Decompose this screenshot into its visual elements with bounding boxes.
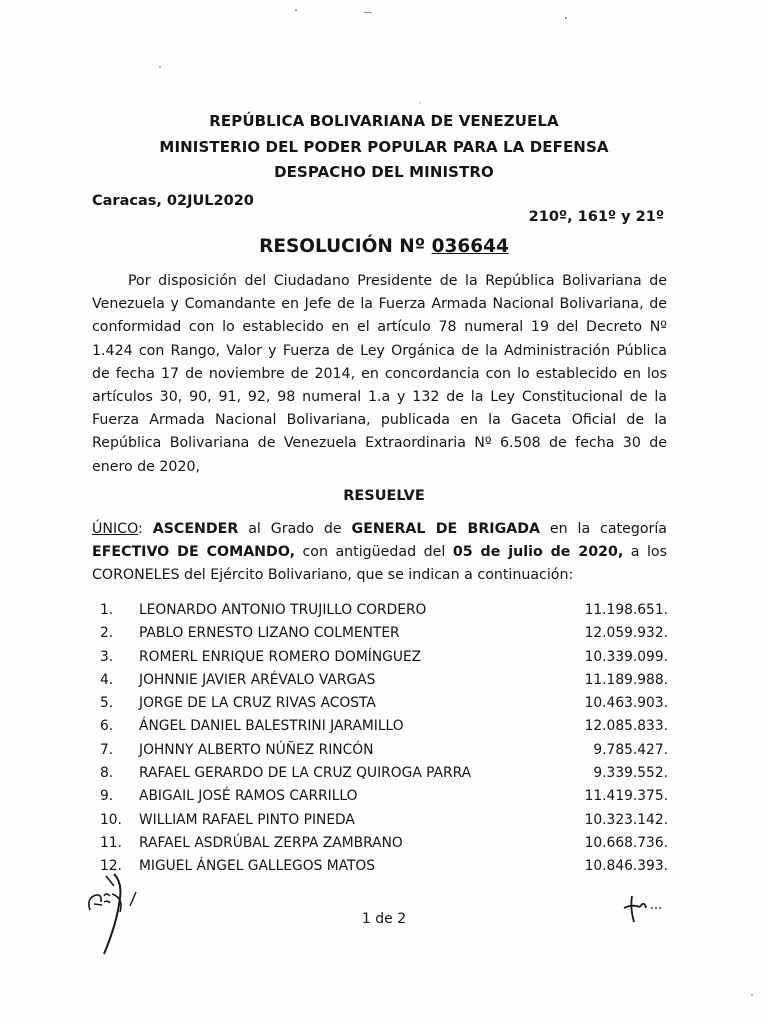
unico-colon: : (138, 521, 143, 537)
list-item (92, 715, 670, 738)
officer-name: PABLO ERNESTO LIZANO COLMENTER (139, 625, 400, 642)
list-item (92, 832, 670, 855)
list-item (92, 622, 670, 645)
unico-text-1: al Grado de (248, 521, 342, 537)
officer-list (92, 599, 670, 879)
officer-id: 10.339.099. (584, 648, 668, 665)
officer-id: 10.323.142. (584, 811, 668, 828)
ascender-word: ASCENDER (152, 521, 239, 537)
item-number: 8. (100, 765, 114, 782)
fecha-text: 05 de julio de 2020, (452, 544, 624, 561)
officer-id: 11.189.988. (584, 671, 668, 688)
officer-name: JOHNNIE JAVIER ARÉVALO VARGAS (139, 671, 376, 688)
place-date: Caracas, 02JUL2020 (92, 193, 254, 209)
officer-name: RAFAEL ASDRÚBAL ZERPA ZAMBRANO (139, 834, 403, 851)
header-office: DESPACHO DEL MINISTRO (274, 163, 494, 181)
unico-paragraph (92, 518, 667, 588)
officer-id: 10.463.903. (584, 695, 668, 712)
item-number: 9. (100, 788, 114, 805)
officer-name: JOHNNY ALBERTO NÚÑEZ RINCÓN (139, 741, 374, 758)
intro-paragraph (92, 270, 667, 479)
list-item (92, 809, 670, 832)
officer-name: MIGUEL ÁNGEL GALLEGOS MATOS (139, 858, 376, 875)
officer-id: 11.198.651. (584, 602, 668, 618)
page-number: 1 de 2 (361, 911, 407, 927)
officer-id: 11.419.375. (584, 788, 668, 805)
officer-id: 12.085.833. (584, 718, 668, 735)
unico-text-2: en la categoría (549, 521, 667, 537)
header-republic: REPÚBLICA BOLIVARIANA DE VENEZUELA (209, 112, 559, 130)
categoria-text: EFECTIVO DE COMANDO, (92, 544, 295, 561)
officer-id: 10.846.393. (584, 858, 668, 875)
resolution-title (0, 236, 768, 257)
item-number: 4. (100, 671, 114, 688)
unico-text-4: a los CORONELES del Ejército Bolivariano, que se indican a continuación: (92, 544, 668, 584)
item-number: 2. (100, 625, 114, 642)
item-number: 6. (100, 718, 114, 735)
unico-label: ÚNICO (92, 521, 139, 537)
grado-text: GENERAL DE BRIGADA (351, 521, 540, 537)
list-item (92, 762, 670, 785)
list-item (92, 599, 670, 622)
officer-id: 10.668.736. (584, 834, 668, 851)
item-number: 3. (100, 648, 114, 665)
list-item (92, 855, 670, 878)
officer-id: 9.785.427. (593, 741, 668, 758)
officer-name: LEONARDO ANTONIO TRUJILLO CORDERO (139, 602, 427, 618)
list-item (92, 692, 670, 715)
item-number: 11. (100, 834, 122, 851)
resolution-number: 036644 (431, 236, 509, 257)
item-number: 10. (100, 811, 122, 828)
item-number: 7. (100, 741, 114, 758)
item-number: 1. (100, 602, 114, 618)
officer-name: RAFAEL GERARDO DE LA CRUZ QUIROGA PARRA (139, 765, 472, 782)
list-item (92, 646, 670, 669)
header-ministry: MINISTERIO DEL PODER POPULAR PARA LA DEFENSA (159, 138, 609, 156)
officer-id: 9.339.552. (593, 765, 668, 782)
officer-name: ÁNGEL DANIEL BALESTRINI JARAMILLO (139, 718, 404, 735)
officer-name: JORGE DE LA CRUZ RIVAS ACOSTA (139, 695, 376, 712)
resolution-label: RESOLUCIÓN Nº (259, 236, 426, 257)
list-item (92, 669, 670, 692)
item-number: 12. (100, 858, 122, 875)
list-item (92, 739, 670, 762)
resuelve-heading: RESUELVE (343, 488, 425, 504)
list-item (92, 785, 670, 808)
officer-name: ROMERL ENRIQUE ROMERO DOMÍNGUEZ (139, 648, 422, 665)
item-number: 5. (100, 695, 114, 712)
officer-name: ABIGAIL JOSÉ RAMOS CARRILLO (139, 788, 358, 805)
patriotic-years: 210º, 161º y 21º (528, 209, 664, 225)
intro-text: Por disposición del Ciudadano Presidente de la República Bolivariana de Venezuela y Comandante en Jefe de la Fuerza Armada Nacional Bolivariana, de conformidad con lo establecido en el artículo 78 numeral 19 del Decreto Nº 1.424 con Rango, Valor y Fuerza de Ley Orgánica de la Administración Pública de fecha 17 de noviembre de 2014, en concordancia con lo establecido en los artículos 30, 90, 91, 92, 98 numeral 1.a y 132 de la Ley Constitucional de la Fuerza Armada Nacional Bolivariana, publicada en la Gaceta Oficial de la República Bolivariana de Venezuela Extraordinaria Nº 6.508 de fecha 30 de enero de 2020, (92, 273, 667, 475)
unico-text-3: con antigüedad del (302, 544, 446, 561)
officer-id: 12.059.932. (584, 625, 668, 642)
officer-name: WILLIAM RAFAEL PINTO PINEDA (139, 811, 355, 828)
